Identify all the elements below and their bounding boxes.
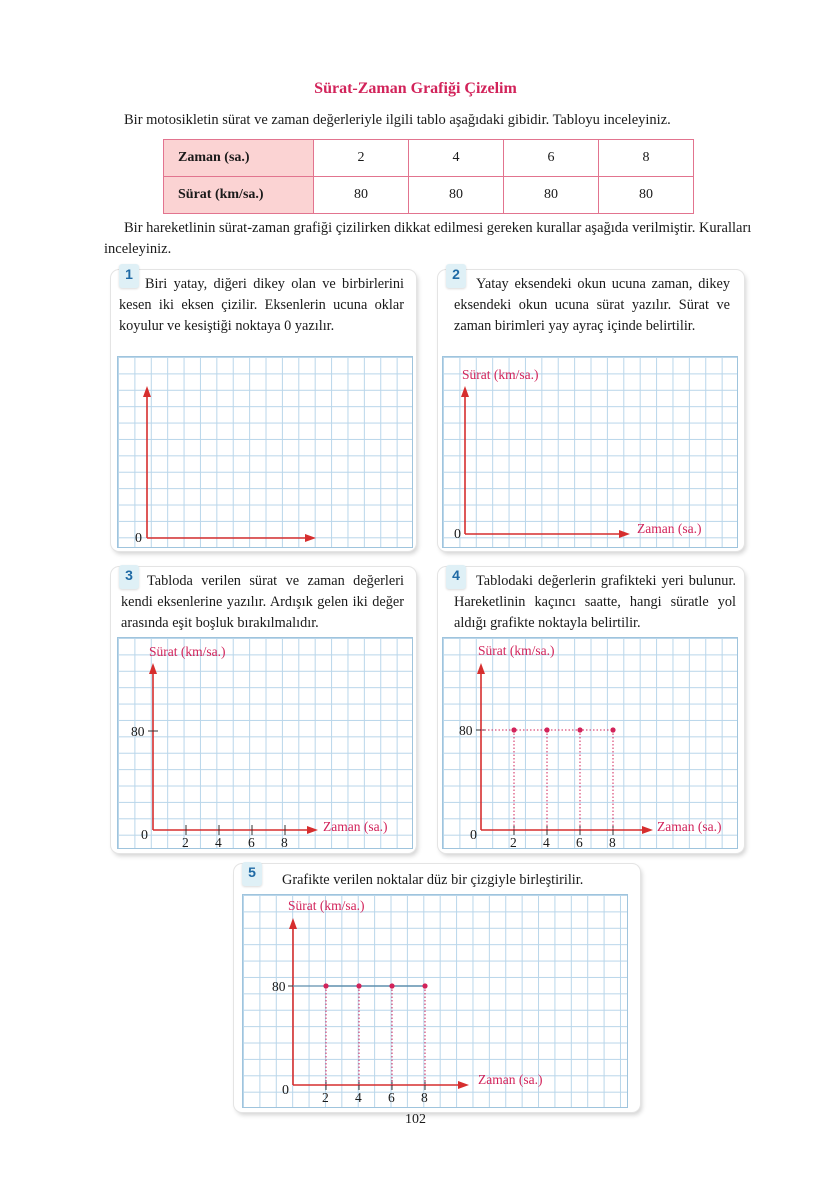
x-tick-label: 8	[281, 835, 288, 850]
graph-4	[438, 567, 744, 853]
x-axis-arrow	[307, 826, 318, 834]
x-tick-label: 4	[355, 1090, 362, 1105]
table-cell: 2	[314, 140, 409, 177]
y-axis-label: Sürat (km/sa.)	[149, 644, 226, 659]
step-text: Biri yatay, diğeri dikey olan ve birbirlerini kesen iki eksen çizilir. Eksenlerin ucuna oklar koyulur ve kesiştiği noktaya 0 yazılır.	[119, 276, 404, 334]
graph-1	[111, 270, 416, 551]
step-text: Tabloda verilen sürat ve zaman değerleri kendi eksenlerine yazılır. Ardışık gelen iki değer arasında eşit boşluk bırakılmalıdır.	[121, 573, 404, 631]
table-row	[164, 177, 694, 214]
step-card-4	[438, 567, 744, 853]
x-axis-arrow	[642, 826, 653, 834]
x-axis-label: Zaman (sa.)	[657, 819, 722, 834]
y-axis-label: Sürat (km/sa.)	[478, 643, 555, 658]
step-card-5	[234, 864, 640, 1112]
y-axis-arrow	[149, 663, 157, 674]
step-number-badge: 1	[119, 264, 139, 288]
x-tick-label: 2	[182, 835, 189, 850]
point-marks	[481, 727, 616, 835]
step-number-badge: 3	[119, 565, 139, 589]
line-marks	[293, 983, 428, 1090]
x-axis-label: Zaman (sa.)	[478, 1072, 543, 1087]
origin-label: 0	[454, 527, 461, 542]
x-axis-arrow	[305, 534, 316, 542]
table-cell: 8	[599, 140, 694, 177]
x-tick-label: 6	[388, 1090, 395, 1105]
data-point	[323, 983, 328, 988]
data-point	[422, 983, 427, 988]
y-tick-label: 80	[459, 723, 473, 738]
data-table	[163, 139, 694, 214]
table-cell: 80	[409, 177, 504, 214]
step-card-3	[111, 567, 416, 853]
intro-text: Bir motosikletin sürat ve zaman değerleriyle ilgili tablo aşağıdaki gibidir. Tabloyu inceleyiniz.	[124, 112, 671, 128]
step-card-1	[111, 266, 416, 551]
table-cell: 4	[409, 140, 504, 177]
y-axis-arrow	[143, 386, 151, 397]
x-axis-arrow	[619, 530, 630, 538]
table-cell: 80	[599, 177, 694, 214]
rules-intro: Bir hareketlinin sürat-zaman grafiği çizilirken dikkat edilmesi gereken kurallar aşağıda verilmiştir. Kuralları inceleyiniz.	[104, 220, 752, 257]
page-title: Sürat-Zaman Grafiği Çizelim	[314, 80, 517, 97]
table-cell: 6	[504, 140, 599, 177]
step-number-badge: 2	[446, 264, 466, 288]
x-tick-label: 6	[576, 835, 583, 850]
step-text: Tablodaki değerlerin grafikteki yeri bulunur. Hareketlinin kaçıncı saatte, hangi süratle yol aldığı grafikte noktayla belirtilir.	[454, 573, 736, 631]
y-axis-label: Sürat (km/sa.)	[462, 367, 539, 382]
origin-label: 0	[141, 828, 148, 843]
x-tick-label: 8	[421, 1090, 428, 1105]
data-point	[577, 727, 582, 732]
data-point	[610, 727, 615, 732]
x-axis-label: Zaman (sa.)	[323, 819, 388, 834]
x-axis-arrow	[458, 1081, 469, 1089]
y-tick-label: 80	[272, 979, 286, 994]
table-cell: 80	[504, 177, 599, 214]
data-point	[389, 983, 394, 988]
y-tick-label: 80	[131, 724, 145, 739]
origin-label: 0	[282, 1083, 289, 1098]
step-number-badge: 5	[242, 862, 262, 886]
y-axis-arrow	[477, 663, 485, 674]
graph-5	[234, 864, 640, 1112]
x-tick-label: 6	[248, 835, 255, 850]
table-row-header-time: Zaman (sa.)	[164, 140, 314, 177]
y-axis-label: Sürat (km/sa.)	[288, 898, 365, 913]
x-tick-label: 2	[510, 835, 517, 850]
table-row-header-speed: Sürat (km/sa.)	[164, 177, 314, 214]
table-cell: 80	[314, 177, 409, 214]
table-row	[164, 140, 694, 177]
data-point	[356, 983, 361, 988]
origin-label: 0	[470, 828, 477, 843]
step-text: Yatay eksendeki okun ucuna zaman, dikey eksendeki okun ucuna sürat yazılır. Sürat ve zaman birimleri yay ayraç içinde belirtilir.	[454, 276, 730, 334]
page-number: 102	[405, 1112, 426, 1127]
y-axis-arrow	[289, 918, 297, 929]
origin-label: 0	[135, 531, 142, 546]
step-number-badge: 4	[446, 565, 466, 589]
data-point	[544, 727, 549, 732]
x-tick-label: 4	[215, 835, 222, 850]
graph-3	[111, 567, 416, 853]
step-card-2	[438, 266, 744, 551]
data-point	[511, 727, 516, 732]
step-text: Grafikte verilen noktalar düz bir çizgiyle birleştirilir.	[282, 872, 584, 888]
x-tick-label: 4	[543, 835, 550, 850]
graph-2	[438, 270, 744, 551]
y-axis-arrow	[461, 386, 469, 397]
x-tick-label: 8	[609, 835, 616, 850]
x-tick-label: 2	[322, 1090, 329, 1105]
x-axis-label: Zaman (sa.)	[637, 521, 702, 536]
